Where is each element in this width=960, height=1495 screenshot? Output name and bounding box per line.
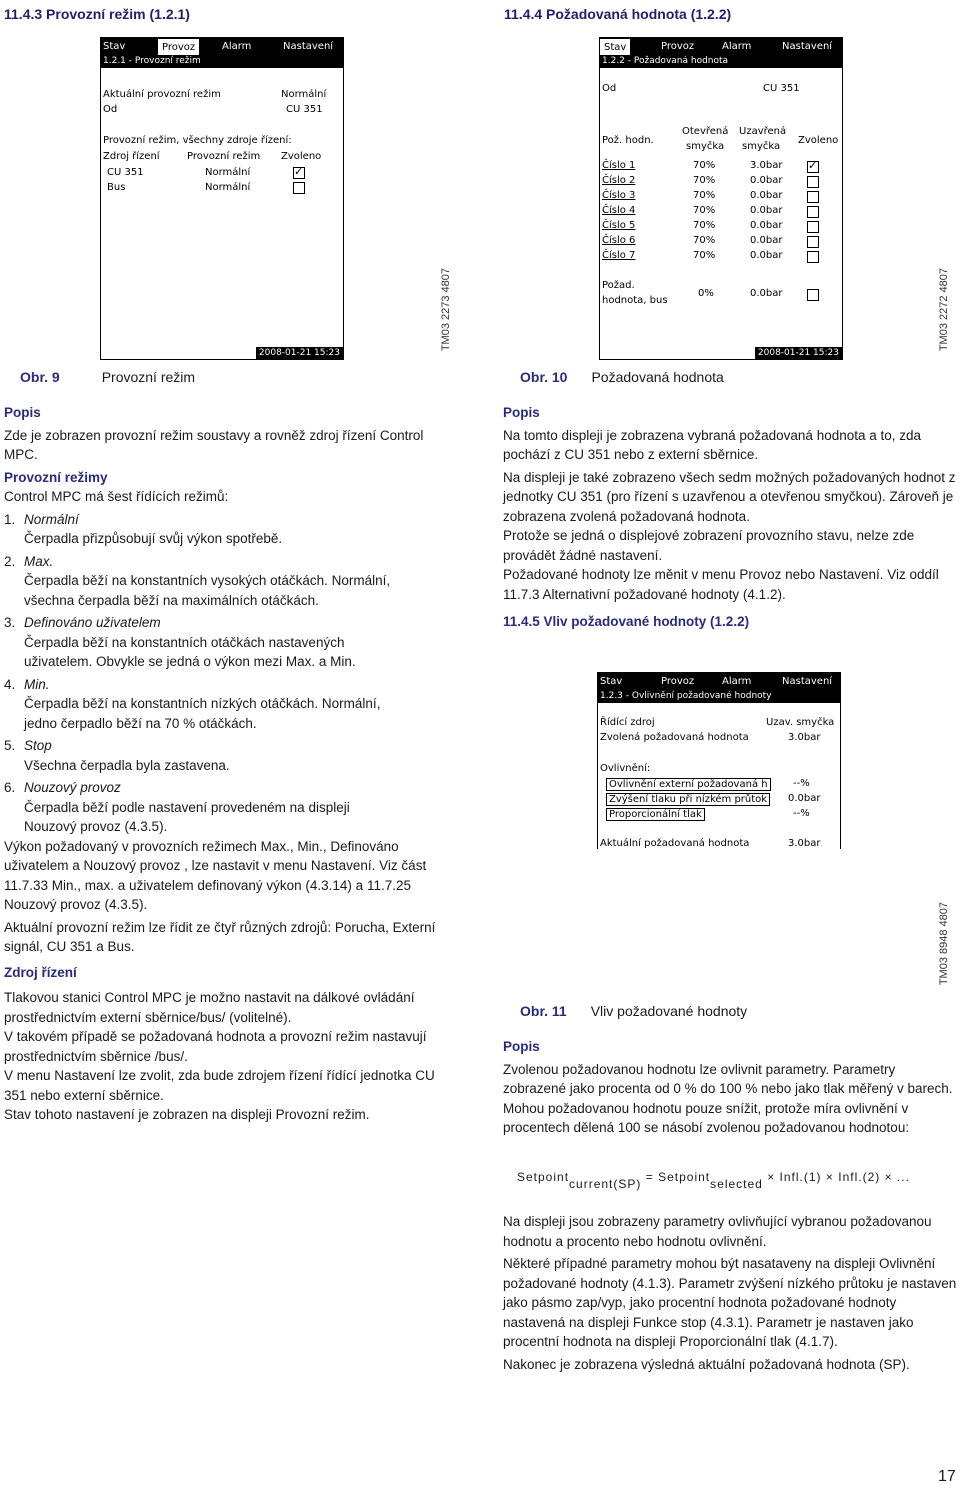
- figure-code: TM03 8948 4807: [938, 902, 950, 986]
- figure-caption: [520, 369, 724, 385]
- popis-heading: Popis: [503, 405, 540, 420]
- display-tab-bar: [600, 38, 842, 55]
- checkbox-unchecked[interactable]: [807, 221, 819, 233]
- all-sources-label: Provozní režim, všechny zdroje řízení:: [103, 135, 292, 146]
- mode-item-description: uživatelem. Obvykle se jedná o výkon mezi Max. a Min.: [24, 654, 356, 669]
- col-head-selected: Zvoleno: [281, 151, 322, 162]
- setpoint-row-closed: 0.0bar: [750, 220, 783, 231]
- setpoint-row-closed: 3.0bar: [750, 160, 783, 171]
- paragraph: Na tomto displeji je zobrazena vybraná požadovaná hodnota a to, zda pochází z CU 351 nebo z externí sběrnice.: [503, 427, 922, 462]
- modes-heading: Provozní režimy: [4, 469, 108, 485]
- checkbox-unchecked[interactable]: [807, 251, 819, 263]
- tab-stav[interactable]: Stav: [599, 38, 631, 57]
- influence-item-value: --%: [793, 778, 810, 789]
- mode-item-number: 4.: [4, 676, 16, 692]
- col-head-mode: Provozní režim: [187, 151, 261, 162]
- page-number: 17: [938, 1468, 956, 1485]
- row-source: Bus: [107, 182, 126, 193]
- checkbox-unchecked[interactable]: [807, 289, 819, 301]
- display-timestamp: 2008-01-21 15:23: [256, 347, 343, 359]
- setpoint-row-closed: 0.0bar: [750, 190, 783, 201]
- figure-caption: [20, 369, 195, 385]
- mode-item: [4, 613, 456, 633]
- display-vliv-pozadovane-hodnoty: [597, 672, 841, 849]
- paragraph: Stav tohoto nastavení je zobrazen na displeji Provozní režim.: [4, 1107, 370, 1122]
- paragraph: Control MPC má šest řídících režimů:: [4, 489, 229, 504]
- control-source-label: Řídící zdroj: [600, 717, 655, 728]
- mode-item-name: Nouzový provoz: [24, 780, 121, 795]
- mode-item-description: Čerpadla běží na konstantních vysokých otáčkách. Normální,: [24, 573, 391, 588]
- current-mode-value: Normální: [281, 89, 327, 100]
- figure-title: Vliv požadované hodnoty: [590, 1003, 748, 1019]
- zdroj-heading: Zdroj řízení: [4, 964, 77, 980]
- source-value: CU 351: [763, 83, 800, 94]
- influence-label: Ovlivnění:: [600, 763, 651, 774]
- checkbox-unchecked[interactable]: [807, 176, 819, 188]
- setpoint-row-name: Číslo 1: [602, 160, 636, 171]
- tab-nastaveni[interactable]: Nastavení: [782, 41, 833, 52]
- row-source: CU 351: [107, 167, 144, 178]
- display-subtitle: 1.2.2 - Požadovaná hodnota: [600, 55, 842, 68]
- display-timestamp: 2008-01-21 15:23: [755, 347, 842, 359]
- setpoint-row-name: Číslo 3: [602, 190, 636, 201]
- formula-lhs: Setpoint: [517, 1170, 570, 1184]
- paragraph: V menu Nastavení lze zvolit, zda bude zdrojem řízení řídící jednotka CU 351 nebo externí sběrnice.: [4, 1068, 435, 1103]
- setpoint-row-name: Číslo 6: [602, 235, 636, 246]
- bus-closed-value: 0.0bar: [750, 288, 783, 299]
- popis-heading: Popis: [4, 405, 41, 420]
- source-label: Od: [602, 83, 617, 94]
- selected-setpoint-label: Zvolená požadovaná hodnota: [600, 732, 749, 743]
- formula-eq: =: [645, 1170, 654, 1184]
- figure-number: Obr. 11: [520, 1003, 567, 1019]
- tab-alarm[interactable]: Alarm: [222, 41, 252, 52]
- display-tab-bar: [101, 38, 343, 55]
- col-head-closed: Uzavřená: [739, 126, 787, 137]
- current-mode-label: Aktuální provozní režim: [103, 89, 221, 100]
- mode-item-name: Min.: [24, 676, 50, 692]
- setpoint-row-open: 70%: [693, 220, 716, 231]
- col-head-open: Otevřená: [682, 126, 729, 137]
- mode-list: [4, 510, 456, 837]
- mode-item-description: Čerpadla běží podle nastavení provedeném na displeji: [24, 799, 350, 815]
- mode-item-name: Max.: [24, 553, 54, 569]
- mode-item: [4, 675, 456, 695]
- checkbox-checked[interactable]: [807, 161, 819, 173]
- bus-label: hodnota, bus: [602, 295, 668, 306]
- figure-title: Provozní režim: [101, 369, 196, 385]
- setpoint-row-name: Číslo 2: [602, 175, 636, 186]
- paragraph: Aktuální provozní režim lze řídit ze čtyř různých zdrojů: Porucha, Externí signál, CU 351 a Bus.: [4, 919, 436, 954]
- right-text-column: [503, 403, 957, 632]
- mode-item-number: 3.: [4, 615, 16, 630]
- setpoint-row-name: Číslo 4: [602, 205, 636, 216]
- setpoint-row-closed: 0.0bar: [750, 235, 783, 246]
- mode-item-description: Čerpadla přizpůsobují svůj výkon spotřebě.: [24, 531, 283, 546]
- mode-item-number: 2.: [4, 553, 16, 569]
- mode-item-description: všechna čerpadla běží na maximálních otáčkách.: [24, 592, 319, 608]
- setpoint-formula: [517, 1170, 910, 1191]
- paragraph: Tlakovou stanici Control MPC je možno nastavit na dálkové ovládání prostřednictvím externí sběrnice/bus/ (volitelné).: [4, 990, 415, 1025]
- checkbox-unchecked[interactable]: [807, 191, 819, 203]
- checkbox-unchecked[interactable]: [807, 206, 819, 218]
- tab-provoz[interactable]: Provoz: [661, 676, 695, 687]
- bus-open-value: 0%: [698, 288, 714, 299]
- checkbox-checked[interactable]: [293, 167, 305, 179]
- setpoint-row-closed: 0.0bar: [750, 175, 783, 186]
- influence-item-label: Proporcionální tlak: [609, 809, 702, 820]
- tab-stav[interactable]: Stav: [600, 676, 623, 687]
- influence-item-label: Ovlivnění externí požadovaná h: [609, 779, 768, 790]
- figure-caption: [520, 1003, 747, 1019]
- tab-nastaveni[interactable]: Nastavení: [782, 676, 833, 687]
- mode-item-description: Všechna čerpadla byla zastavena.: [24, 757, 230, 773]
- paragraph: Požadované hodnoty lze měnit v menu Provoz nebo Nastavení. Viz oddíl 11.7.3 Alternativní požadované hodnoty (4.1.2).: [503, 567, 939, 602]
- col-head-setpoint: Pož. hodn.: [602, 135, 654, 146]
- setpoint-row-open: 70%: [693, 190, 716, 201]
- actual-setpoint-value: 3.0bar: [788, 838, 821, 849]
- paragraph: Zde je zobrazen provozní režim soustavy a rovněž zdroj řízení Control MPC.: [4, 427, 424, 462]
- formula-lhs-sub: current(SP): [569, 1177, 642, 1191]
- formula-rhs-sub: selected: [710, 1177, 763, 1191]
- control-source-value: Uzav. smyčka: [766, 717, 835, 728]
- mode-item-description: jedno čerpadlo běží na 70 % otáčkách.: [24, 715, 257, 731]
- tab-provoz[interactable]: Provoz: [157, 38, 200, 57]
- paragraph: Nakonec je zobrazena výsledná aktuální požadovaná hodnota (SP).: [503, 1356, 910, 1372]
- setpoint-row-open: 70%: [693, 235, 716, 246]
- setpoint-row-open: 70%: [693, 250, 716, 261]
- display-subtitle: 1.2.1 - Provozní režim: [101, 55, 343, 68]
- tab-provoz[interactable]: Provoz: [661, 41, 695, 52]
- display-tab-bar: [598, 673, 840, 690]
- right-text-column-lower: [503, 1037, 957, 1138]
- paragraph: V takovém případě se požadovaná hodnota a provozní režim nastavují prostřednictvím sběrnice /bus/.: [4, 1029, 427, 1064]
- actual-setpoint-label: Aktuální požadovaná hodnota: [600, 838, 750, 849]
- tab-alarm[interactable]: Alarm: [722, 676, 752, 687]
- setpoint-row-closed: 0.0bar: [750, 250, 783, 261]
- figure-number: Obr. 10: [520, 369, 568, 385]
- mode-item-number: 1.: [4, 511, 16, 527]
- setpoint-row-name: Číslo 5: [602, 220, 636, 231]
- right-text-column-end: [503, 1212, 957, 1374]
- mode-item-number: 6.: [4, 780, 16, 795]
- paragraph: Zvolenou požadovanou hodnotu lze ovlivnit parametry. Parametry zobrazené jako procenta od 0 % do 100 % nebo jako tlak měřený v barech. Mohou požadovanou hodnotu pouze snížit, protože míra ovlivnění v procentech dělená 100 se násobí zvolenou požadovanou hodnotou:: [503, 1061, 953, 1135]
- display-pozadovana-hodnota: [599, 37, 843, 360]
- bus-label: Požad.: [602, 280, 635, 291]
- formula-rhs: Setpoint: [658, 1170, 711, 1184]
- paragraph: Některé případné parametry mohou být nasataveny na displeji Ovlivnění požadované hodnoty (4.1.3). Parametr zvýšení nízkého průtoku je nastaven jako pásmo zap/vyp, jako procentní hodnota požadované hodnoty nastavená na displeji Funkce stop (4.3.1). Parametr je nastaven jako procentní hodnota na displeji Proporcionální tlak (4.1.7).: [503, 1256, 957, 1349]
- section-heading-pozadovana-hodnota: 11.4.4 Požadovaná hodnota (1.2.2): [504, 6, 732, 22]
- display-subtitle: 1.2.3 - Ovlivnění požadované hodnoty: [598, 690, 840, 703]
- popis-heading: Popis: [503, 1039, 540, 1054]
- formula-tail: × Infl.(1) × Infl.(2) × ...: [767, 1170, 910, 1184]
- paragraph: Protože se jedná o displejové zobrazení provozního stavu, nelze zde provádět žádné nastavení.: [503, 528, 915, 563]
- col-head-source: Zdroj řízení: [103, 151, 160, 162]
- paragraph: Výkon požadovaný v provozních režimech Max., Min., Definováno uživatelem a Nouzový provoz , lze nastavit v menu Nastavení. Viz část 11.7.33 Min., max. a uživatelem definovaný výkon (4.3.14) a 11.7.25 Nouzový provoz (4.3.5).: [4, 838, 427, 912]
- checkbox-unchecked[interactable]: [293, 182, 305, 194]
- mode-item-name: Definováno uživatelem: [24, 615, 161, 630]
- section-heading-vliv: 11.4.5 Vliv požadované hodnoty (1.2.2): [503, 614, 750, 629]
- col-head-open: smyčka: [686, 141, 725, 152]
- setpoint-row-closed: 0.0bar: [750, 205, 783, 216]
- tab-stav[interactable]: Stav: [103, 41, 126, 52]
- row-mode: Normální: [205, 167, 251, 178]
- row-mode: Normální: [205, 182, 251, 193]
- influence-item[interactable]: [606, 808, 705, 821]
- mode-item: [4, 510, 456, 530]
- setpoint-row-open: 70%: [693, 205, 716, 216]
- setpoint-row-name: Číslo 7: [602, 250, 636, 261]
- source-value: CU 351: [286, 104, 323, 115]
- figure-number: Obr. 9: [20, 369, 60, 385]
- mode-item-number: 5.: [4, 738, 16, 753]
- setpoint-row-open: 70%: [693, 175, 716, 186]
- figure-code: TM03 2272 4807: [938, 268, 950, 352]
- source-label: Od: [103, 104, 118, 115]
- influence-item[interactable]: [606, 778, 771, 791]
- mode-item: [4, 552, 456, 572]
- influence-item[interactable]: [606, 793, 770, 806]
- paragraph: Na displeji je také zobrazeno všech sedm možných požadovaných hodnot z jednotky CU 351 (pro řízení s uzavřenou a otevřenou smyčkou). Zároveň je zobrazena zvolená požadovaná hodnota.: [503, 469, 956, 524]
- display-provozni-rezim: [100, 37, 344, 360]
- mode-item-name: Stop: [24, 738, 52, 753]
- checkbox-unchecked[interactable]: [807, 236, 819, 248]
- mode-item-name: Normální: [24, 511, 79, 527]
- col-head-closed: smyčka: [742, 141, 781, 152]
- mode-item: [4, 736, 456, 756]
- tab-alarm[interactable]: Alarm: [722, 41, 752, 52]
- col-head-selected: Zvoleno: [798, 135, 839, 146]
- mode-item: [4, 778, 456, 798]
- influence-item-value: 0.0bar: [788, 793, 821, 804]
- mode-item-description: Čerpadla běží na konstantních otáčkách nastavených: [24, 634, 345, 650]
- mode-item-description: Nouzový provoz (4.3.5).: [24, 819, 168, 834]
- section-heading-provozni-rezim: 11.4.3 Provozní režim (1.2.1): [4, 6, 190, 22]
- left-text-column: [4, 403, 456, 1125]
- setpoint-row-open: 70%: [693, 160, 716, 171]
- tab-nastaveni[interactable]: Nastavení: [283, 41, 334, 52]
- influence-item-value: --%: [793, 808, 810, 819]
- selected-setpoint-value: 3.0bar: [788, 732, 821, 743]
- figure-title: Požadovaná hodnota: [591, 369, 724, 385]
- paragraph: Na displeji jsou zobrazeny parametry ovlivňující vybranou požadovanou hodnotu a procento nebo hodnotu ovlivnění.: [503, 1214, 932, 1249]
- mode-item-description: Čerpadla běží na konstantních nízkých otáčkách. Normální,: [24, 696, 381, 711]
- figure-code: TM03 2273 4807: [440, 268, 452, 352]
- influence-item-label: Zvýšení tlaku při nízkém průtok: [609, 794, 768, 805]
